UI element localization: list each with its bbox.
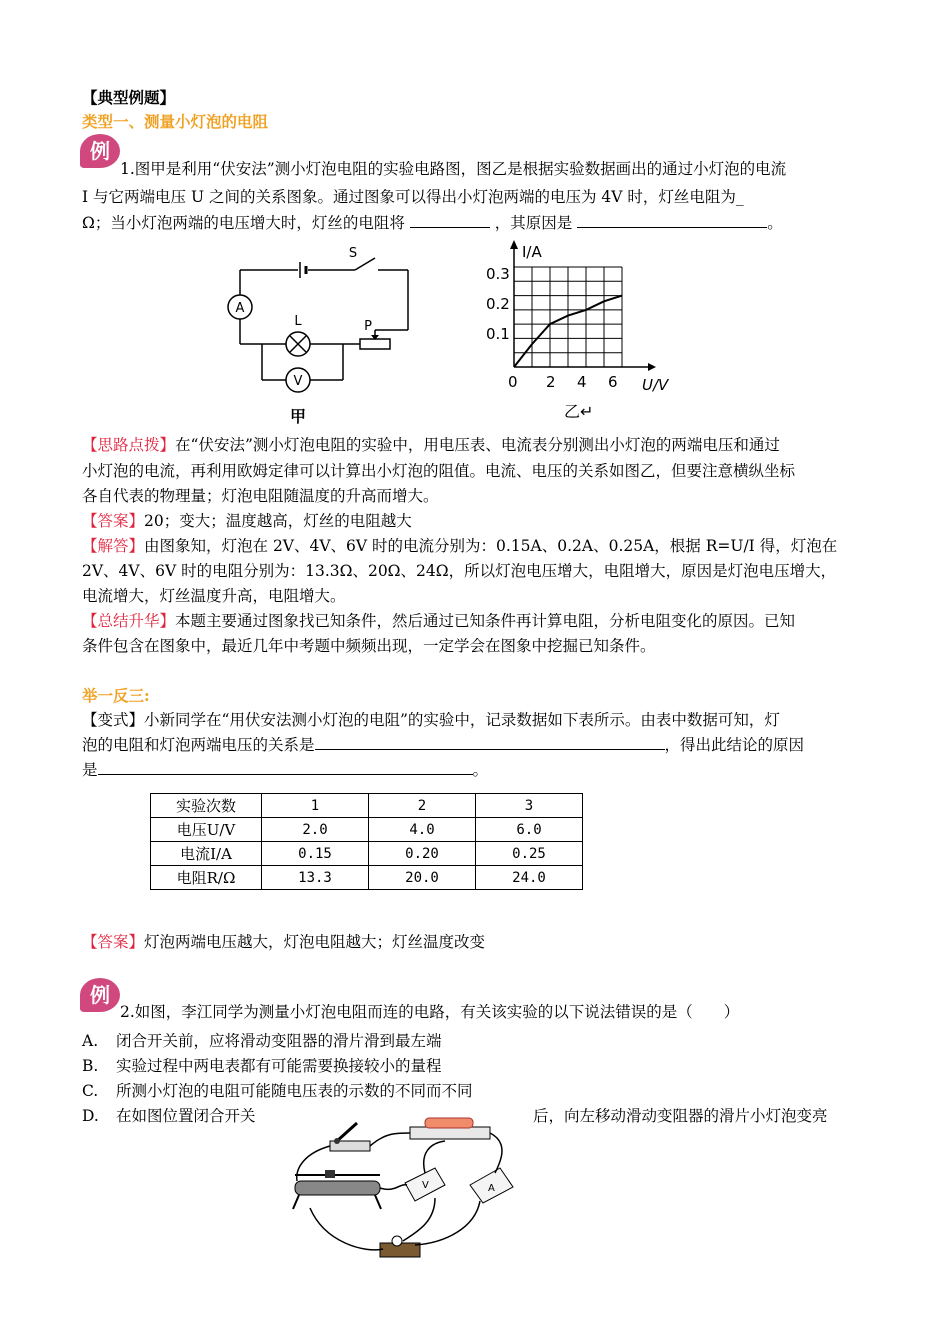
variant-line3a: 是 [82,761,98,779]
ytick-0.2: 0.2 [486,295,510,313]
table-row [151,794,583,818]
variant-line1 [82,708,882,732]
apparatus-illustration [285,1113,525,1273]
table-cell: 电流I/A [151,842,262,866]
table-cell: 13.3 [262,866,369,890]
xtick-6: 6 [608,373,618,391]
voltmeter-label: V [422,1180,429,1191]
graph-xlabel: U/V [642,376,669,394]
variant-line2b: ，得出此结论的原因 [664,736,805,754]
ytick-0.1: 0.1 [486,325,510,343]
variant-line2a: 泡的电阻和灯泡两端电压的关系是 [82,736,315,754]
answer2-label: 【答案】 [82,933,145,951]
answer1-label: 【答案】 [82,512,145,530]
graph-ylabel: I/A [522,243,542,261]
solution-line2: 2V、4V、6V 时的电阻分别为：13.3Ω、20Ω、24Ω，所以灯泡电压增大，电阻增大，原因是灯泡电压增大， [82,562,837,580]
analysis-line2: 小灯泡的电流，再利用欧姆定律可以计算出小灯泡的阻值。电流、电压的关系如图乙，但要注意横纵坐标 [82,462,796,480]
q1-line3 [82,211,882,235]
section-header: 【典型例题】 [82,88,176,107]
table-row [151,866,583,890]
example-badge-1: 例 [80,134,120,168]
variant-text1: 小新同学在“用伏安法测小灯泡的电阻”的实验中，记录数据如下表所示。由表中数据可知，灯 [144,711,780,729]
practice-title: 举一反三: [82,686,150,705]
answer2-text: 灯泡两端电压越大，灯泡电阻越大；灯丝温度改变 [144,933,486,951]
label-A: A [235,301,245,316]
q1-line1: 1.图甲是利用“伏安法”测小灯泡电阻的实验电路图，图乙是根据实验数据画出的通过小灯泡的电流 [120,160,787,178]
table-cell: 6.0 [476,818,583,842]
q1-line3c: 。 [767,214,783,232]
summary-text1: 本题主要通过图象找已知条件，然后通过已知条件再计算电阻，分析电阻变化的原因。已知 [175,612,796,630]
graph-caption: 乙↵ [564,402,594,421]
analysis-label: 【思路点拨】 [82,436,176,454]
table-row [151,818,583,842]
answer2 [82,930,882,954]
q2-stem: 2.如图，李江同学为测量小灯泡电阻而连的电路，有关该实验的以下说法错误的是（ ） [120,1003,740,1021]
answer1-text: 20；变大；温度越高，灯丝的电阻越大 [144,512,412,530]
q1-line3a: Ω；当小灯泡两端的电压增大时，灯丝的电阻将 [82,214,405,232]
blank-reason [577,213,767,228]
q2-option-b: B. 实验过程中两电表都有可能需要换接较小的量程 [82,1057,442,1075]
blank-relation [315,735,665,750]
table-cell: 电压U/V [151,818,262,842]
q2-option-d-cont: 后，向左移动滑动变阻器的滑片小灯泡变亮 [533,1107,828,1125]
table-cell: 实验次数 [151,794,262,818]
table-cell: 2 [369,794,476,818]
table-cell: 2.0 [262,818,369,842]
label-V: V [293,374,303,389]
q2-option-d: D. 在如图位置闭合开关 [82,1107,256,1125]
analysis-line1 [82,433,882,457]
q2-option-c: C. 所测小灯泡的电阻可能随电压表的示数的不同而不同 [82,1082,473,1100]
summary-label: 【总结升华】 [82,612,176,630]
summary-line1 [82,609,882,633]
q1-line3b: ，其原因是 [494,214,573,232]
circuit-caption: 甲 [289,407,307,426]
q1-line2: I 与它两端电压 U 之间的关系图象。通过图象可以得出小灯泡两端的电压为 4V 时，灯丝电阻为_ [82,188,744,206]
solution-line1 [82,534,882,558]
xtick-0: 0 [508,373,518,391]
blank-resistance-change [410,213,490,228]
blank-cause [98,760,473,775]
q2-option-a: A. 闭合开关前，应将滑动变阻器的滑片滑到最左端 [82,1032,442,1050]
table-cell: 0.15 [262,842,369,866]
table-cell: 3 [476,794,583,818]
variant-line2 [82,733,882,757]
xtick-4: 4 [577,373,587,391]
summary-line2: 条件包含在图象中，最近几年中考题中频频出现，一定学会在图象中挖掘已知条件。 [82,637,656,655]
analysis-line3: 各自代表的物理量；灯泡电阻随温度的升高而增大。 [82,487,439,505]
label-S: S [348,246,358,261]
table-cell: 0.25 [476,842,583,866]
solution-label: 【解答】 [82,537,145,555]
table-cell: 4.0 [369,818,476,842]
type1-title: 类型一、测量小灯泡的电阻 [82,112,269,131]
example-badge-2: 例 [80,978,120,1012]
table-cell: 电阻R/Ω [151,866,262,890]
xtick-2: 2 [546,373,556,391]
ammeter-label: A [488,1183,495,1194]
table-row [151,842,583,866]
iu-graph [480,235,680,430]
circuit-diagram [220,240,420,430]
table-cell: 1 [262,794,369,818]
table-cell: 0.20 [369,842,476,866]
label-P: P [364,319,372,334]
variant-line3b: 。 [472,761,489,779]
ytick-0.3: 0.3 [486,265,510,283]
data-table [150,793,583,890]
solution-line3: 电流增大，灯丝温度升高，电阻增大。 [82,587,346,605]
label-L: L [294,314,302,329]
table-cell: 20.0 [369,866,476,890]
variant-label: 【变式】 [82,711,145,729]
variant-line3 [82,758,882,782]
analysis-text1: 在“伏安法”测小灯泡电阻的实验中，用电压表、电流表分别测出小灯泡的两端电压和通过 [175,436,780,454]
answer1 [82,509,882,533]
solution-text1: 由图象知，灯泡在 2V、4V、6V 时的电流分别为：0.15A、0.2A、0.25A，根据 R=U/I 得，灯泡在 [144,537,838,555]
table-cell: 24.0 [476,866,583,890]
